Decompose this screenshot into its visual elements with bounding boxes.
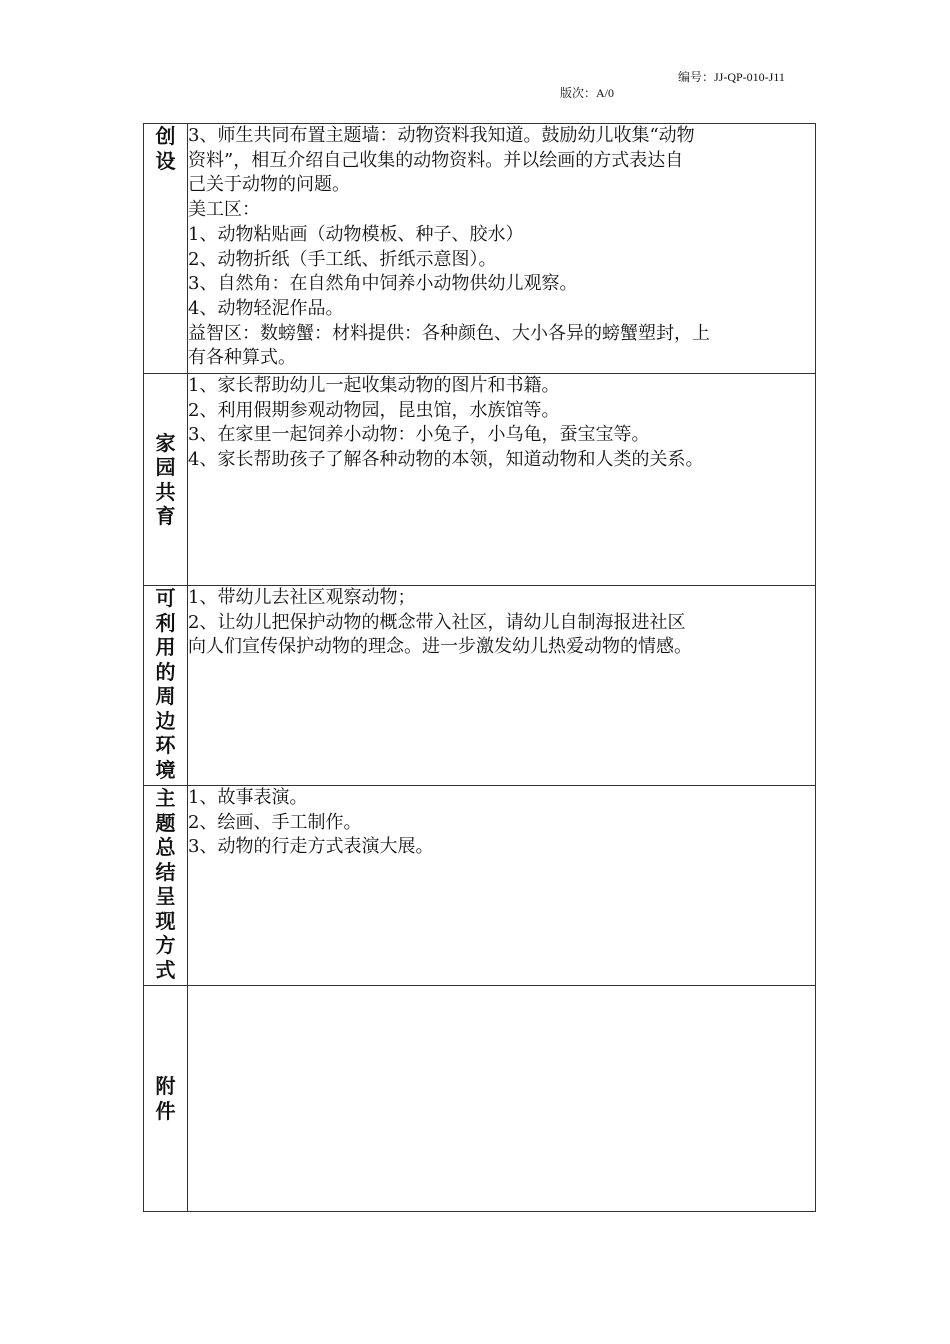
table-row [144,124,816,374]
row-label-chuangshe [144,124,188,374]
text-line: 3、师生共同布置主题墙：动物资料我知道。鼓励幼儿收集“动物 [188,125,695,146]
label-char: 家 [155,430,176,455]
row-label-zhuti-zongjie [144,786,188,986]
row-content-fujian [188,986,816,1212]
text-line: 3、自然角：在自然角中饲养小动物供幼儿观察。 [188,273,578,295]
text-line: 4、家长帮助孩子了解各种动物的本领，知道动物和人类的关系。 [188,449,704,471]
table-row [144,786,816,986]
text-line: 2、绘画、手工制作。 [188,811,362,833]
text-line: 向人们宣传保护动物的理念。进一步激发幼儿热爱动物的情感。 [188,636,692,658]
text-line: 3、动物的行走方式表演大展。 [188,836,434,858]
label-char: 结 [155,859,176,884]
text-line: 2、让幼儿把保护动物的概念带入社区，请幼儿自制海报进社区 [188,611,686,633]
label-char: 件 [155,1098,176,1123]
row-label-fujian [144,986,188,1212]
text-line: 1、带幼儿去社区观察动物； [188,587,416,608]
row-content-zhoubian-huanjing [188,586,816,786]
text-line: 美工区： [188,199,260,221]
label-char: 方 [155,933,176,957]
text-line: 2、利用假期参观动物园，昆虫馆，水族馆等。 [188,399,560,421]
label-char: 园 [155,455,176,479]
row-content-chuangshe [188,124,816,374]
label-char: 呈 [155,884,176,908]
label-char: 设 [155,148,176,173]
label-char: 用 [155,635,176,659]
text-line: 1、故事表演。 [188,787,308,808]
row-label-jiayuan-gongyu [144,374,188,586]
label-char: 现 [155,908,176,933]
row-content-jiayuan-gongyu [188,374,816,586]
text-line: 有各种算式。 [188,347,296,369]
label-char: 周 [155,684,176,708]
text-line: 己关于动物的问题。 [188,174,350,196]
text-line: 4、动物轻泥作品。 [188,297,344,319]
table-row [144,586,816,786]
text-line: 1、动物粘贴画（动物模板、种子、胶水） [188,223,524,245]
document-code: 编号：JJ-QP-010-J11 [678,70,785,84]
label-char: 主 [155,786,176,810]
label-char: 边 [155,708,176,733]
row-label-zhoubian-huanjing [144,586,188,786]
label-char: 育 [155,504,176,528]
text-line: 2、动物折纸（手工纸、折纸示意图）。 [188,248,497,270]
label-char: 境 [155,757,176,782]
text-line: 益智区：数螃蟹：材料提供：各种颜色、大小各异的螃蟹塑封，上 [188,322,710,344]
label-char: 创 [155,124,176,148]
plan-table [143,123,816,1212]
text-line: 3、在家里一起饲养小动物：小兔子，小乌龟，蚕宝宝等。 [188,424,650,446]
table-row [144,374,816,586]
document-version: 版次：A/0 [560,86,615,100]
row-content-zhuti-zongjie [188,786,816,986]
text-line: 1、家长帮助幼儿一起收集动物的图片和书籍。 [188,375,560,396]
label-char: 总 [155,835,176,859]
label-char: 题 [155,810,176,835]
label-char: 环 [155,733,176,757]
label-char: 共 [155,479,176,504]
text-line: 资料”，相互介绍自己收集的动物资料。并以绘画的方式表达自 [188,149,684,171]
label-char: 附 [155,1074,176,1098]
label-char: 式 [155,957,176,982]
table-row [144,986,816,1212]
label-char: 的 [155,659,176,684]
label-char: 利 [155,610,176,635]
label-char: 可 [155,586,176,610]
